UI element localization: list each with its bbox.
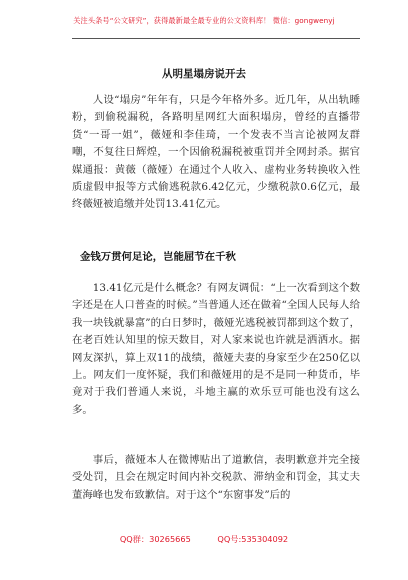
footer-qq-number: QQ号:535304092 — [217, 534, 289, 544]
header-divider — [72, 38, 360, 39]
header-banner: 关注头条号“公文研究”，获得最新最全最专业的公文资料库！ 微信：gongwenyj — [73, 16, 335, 25]
footer-qq-group: QQ群：30265665 — [119, 534, 191, 544]
paragraph-2: 13.41亿元是什么概念？有网友调侃：“上一次看到这个数字还是在人口普查的时候。”当普通人还在做着“全国人民每人给我一块钱就暴富”的白日梦时，薇娅光逃税被罚都到这个数了，在老百姓认知里的惊天数目，对人家来说也许就是洒洒水。据网友深扒，算上双11的战绩，薇娅夫妻的身家至少在250亿以上。网友们一度怀疑，我们和薇娅用的是不是同一种货币，毕竟对于我们普通人来说，斗地主赢的欢乐豆可能也没有这么多。 — [72, 282, 360, 416]
section-subheading: 金钱万贯何足论，岂能屈节在千秋 — [80, 251, 236, 263]
document-title: 从明星塌房说开去 — [162, 68, 246, 80]
footer — [0, 534, 408, 545]
paragraph-1: 人设“塌房”年年有，只是今年格外多。近几年，从出轨睡粉，到偷税漏税，各路明星网红大面积塌房，曾经的直播带货“一哥一姐”，薇娅和李佳琦，一个发表不当言论被网友群嘲，不复往日辉煌，一个因偷税漏税被重罚并全网封杀。据官媒通报：黄薇（薇娅）在通过个人收入、虚构业务转换收入性质虚假申报等方式偷逃税款6.42亿元，少缴税款0.6亿元，最终薇娅被追缴并处罚13.41亿元。 — [72, 94, 360, 211]
paragraph-3: 事后，薇娅本人在微博贴出了道歉信，表明歉意并完全接受处罚，且会在规定时间内补交税款、滞纳金和罚金，其丈夫董海峰也发布致歉信。对于这个“东窗事发”后的 — [72, 454, 360, 501]
